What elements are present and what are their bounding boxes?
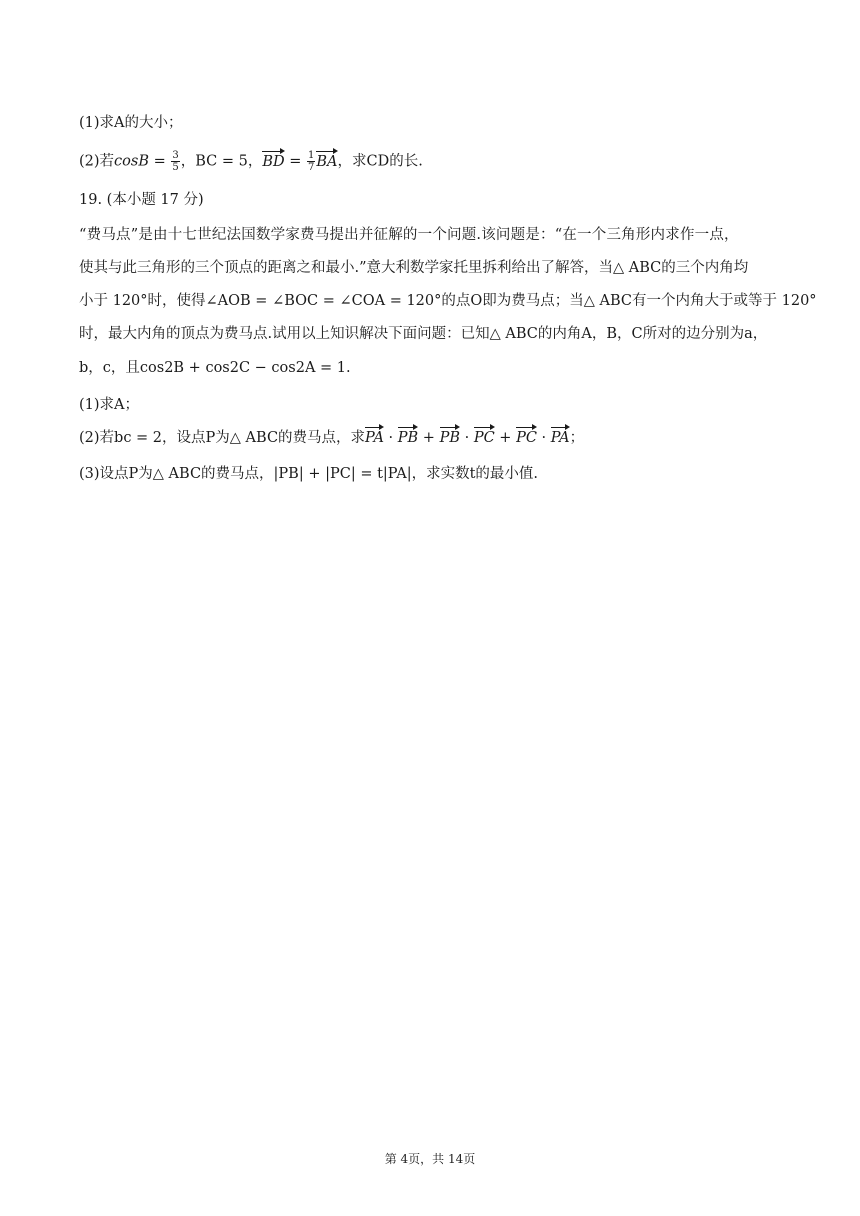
dot-op: ·: [383, 430, 398, 446]
q2-suffix: ；: [569, 430, 585, 446]
intro-line-1: “费马点”是由十七世纪法国数学家费马提出并征解的一个问题.该问题是：“在一个三角形内求作一点，: [79, 227, 739, 243]
part2-prefix: 若: [99, 153, 115, 170]
part1-label: (1): [79, 115, 100, 131]
part2-line: [79, 150, 790, 173]
equals: =: [149, 153, 171, 170]
fraction-3-5: [171, 150, 179, 173]
plus-op: +: [494, 430, 517, 446]
fraction-denominator: 5: [172, 162, 179, 173]
part2-label: (2): [79, 153, 100, 170]
part2-suffix: ，求CD的长.: [337, 153, 423, 170]
vector-pb: PB: [397, 430, 419, 446]
page-footer: 第 4页，共 14页: [384, 1152, 476, 1166]
dot-op: ·: [536, 430, 551, 446]
dot-op: ·: [460, 430, 474, 446]
cos-b: cosB: [114, 153, 149, 170]
vector-bd: BD: [262, 153, 285, 170]
part1-text: 求A的大小；: [99, 115, 183, 131]
bc-text: ，BC = 5，: [180, 153, 263, 170]
fraction-numerator-2: 1: [308, 150, 315, 161]
vector-pb: PB: [439, 430, 460, 446]
intro-line-2: 使其与此三角形的三个顶点的距离之和最小.”意大利数学家托里拆利给出了解答，当△ ABC的三个内角均: [79, 260, 749, 276]
question-1: (1)求A；: [79, 397, 140, 413]
fraction-1-7: [307, 150, 315, 173]
equals-2: =: [284, 153, 307, 170]
part1-line: [79, 113, 790, 133]
problem19-header: 19. (本小题 17 分): [79, 192, 204, 208]
intro-line-5: b，c，且cos2B + cos2C − cos2A = 1.: [79, 360, 351, 376]
fraction-numerator: 3: [172, 150, 179, 161]
vector-pa: PA: [365, 430, 384, 446]
intro-line-4: 时，最大内角的顶点为费马点.试用以上知识解决下面问题：已知△ ABC的内角A，B，C所对的边分别为a，: [79, 326, 768, 342]
plus-op: +: [418, 430, 440, 446]
question-3: (3)设点P为△ ABC的费马点，|PB| + |PC| = t|PA|，求实数t的最小值.: [79, 466, 539, 482]
q2-prefix: (2)若bc = 2，设点P为△ ABC的费马点，求: [79, 430, 366, 446]
question-2: [79, 428, 790, 448]
fraction-denominator-2: 7: [308, 162, 315, 173]
vector-pa: PA: [550, 430, 570, 446]
vector-pc: PC: [516, 430, 537, 446]
vector-ba: BA: [316, 153, 338, 170]
intro-line-3: 小于 120°时，使得∠AOB = ∠BOC = ∠COA = 120°的点O即为费马点；当△ ABC有一个内角大于或等于 120°: [79, 293, 817, 309]
vector-pc: PC: [473, 430, 495, 446]
